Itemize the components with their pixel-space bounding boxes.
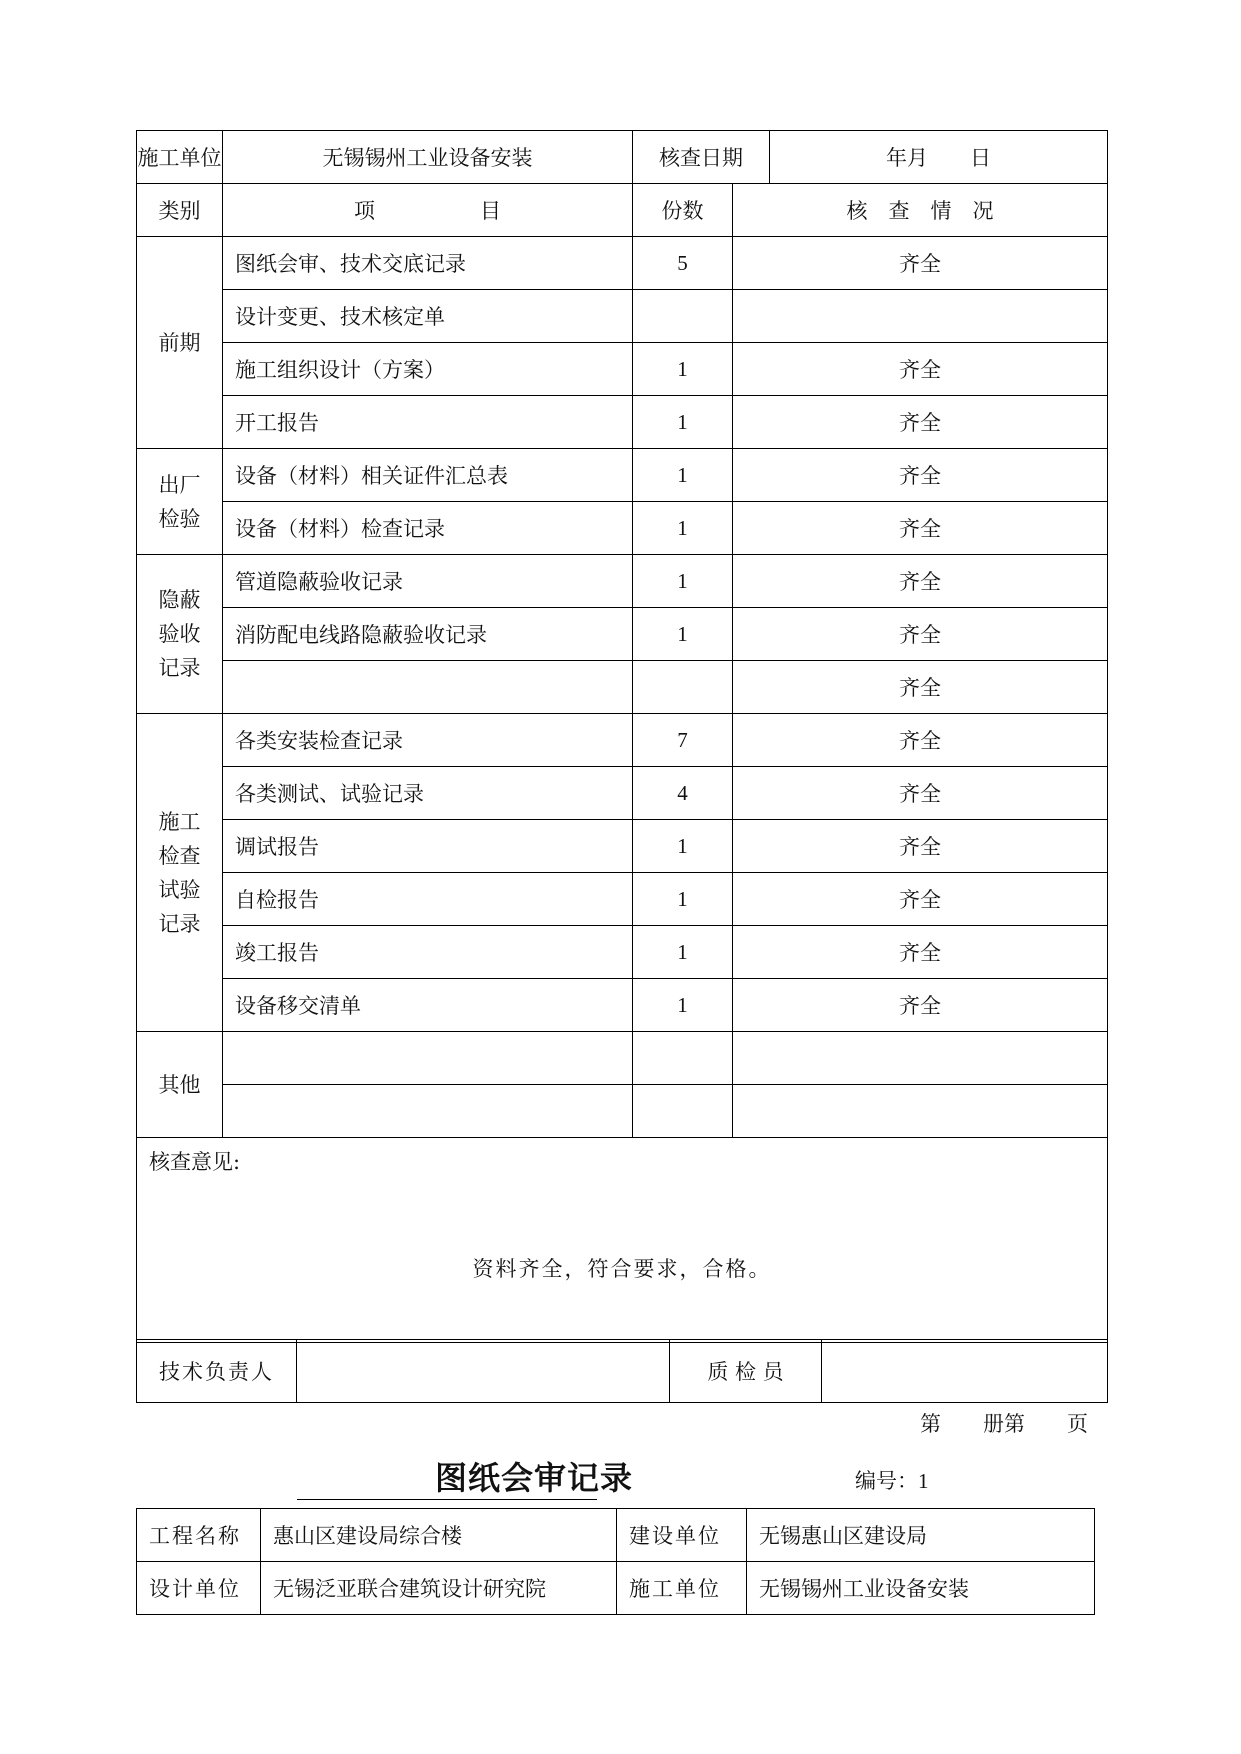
item-cell: 竣工报告: [223, 926, 633, 979]
count-cell: 4: [633, 767, 733, 820]
status-cell: [733, 290, 1108, 343]
table-row: [137, 714, 1108, 767]
table-row: [137, 873, 1108, 926]
count-cell: 1: [633, 555, 733, 608]
opinion-text: 资料齐全，符合要求，合格。: [472, 1257, 772, 1281]
item-cell: 调试报告: [223, 820, 633, 873]
count-cell: [633, 290, 733, 343]
category-label: 施工检查试验记录: [158, 809, 201, 936]
doc-title: 图纸会审记录: [435, 1459, 634, 1497]
status-cell: 齐全: [733, 343, 1108, 396]
design-label: 设计单位: [137, 1562, 261, 1615]
count-cell: 1: [633, 820, 733, 873]
doc-number-label: 编号：: [855, 1469, 918, 1493]
status-cell: 齐全: [733, 661, 1108, 714]
column-header-row: [137, 184, 1108, 237]
count-cell: 1: [633, 343, 733, 396]
table-row: [137, 820, 1108, 873]
item-cell: 管道隐蔽验收记录: [223, 555, 633, 608]
status-cell: 齐全: [733, 714, 1108, 767]
table-row: [137, 767, 1108, 820]
review-info-table: [136, 1508, 1095, 1615]
volume-page-line: 第 册第 页: [920, 1412, 1088, 1436]
status-cell: 齐全: [733, 396, 1108, 449]
count-cell: 7: [633, 714, 733, 767]
table-row: [137, 237, 1108, 290]
table-row: [137, 396, 1108, 449]
status-cell: 齐全: [733, 237, 1108, 290]
item-cell: [223, 661, 633, 714]
count-cell: 1: [633, 502, 733, 555]
status-cell: 齐全: [733, 873, 1108, 926]
tech-lead-label: 技术负责人: [137, 1340, 297, 1403]
table-row: [137, 1032, 1108, 1085]
count-cell: 1: [633, 396, 733, 449]
owner-value: 无锡惠山区建设局: [747, 1509, 1095, 1562]
inspection-table: [136, 130, 1108, 1343]
item-cell: [223, 1032, 633, 1085]
col-count: 份数: [633, 184, 733, 237]
date-value: [770, 131, 1108, 184]
project-value: 惠山区建设局综合楼: [261, 1509, 617, 1562]
doc-number-value: 1: [918, 1469, 929, 1493]
item-cell: 设备（材料）相关证件汇总表: [223, 449, 633, 502]
item-cell: 图纸会审、技术交底记录: [223, 237, 633, 290]
table-row: [137, 343, 1108, 396]
count-cell: [633, 1085, 733, 1138]
category-label: 隐蔽验收记录: [158, 588, 201, 680]
table-row: [137, 555, 1108, 608]
category-cell: [137, 237, 223, 449]
opinion-label: 核查意见:: [149, 1150, 241, 1174]
count-cell: 1: [633, 926, 733, 979]
opinion-cell: [137, 1138, 1108, 1343]
table-row: [137, 661, 1108, 714]
item-cell: 自检报告: [223, 873, 633, 926]
status-cell: 齐全: [733, 979, 1108, 1032]
status-cell: [733, 1032, 1108, 1085]
tech-lead-signature: [297, 1340, 670, 1403]
unit-label: 施工单位: [137, 131, 223, 184]
item-cell: 设计变更、技术核定单: [223, 290, 633, 343]
status-cell: 齐全: [733, 555, 1108, 608]
item-cell: 各类测试、试验记录: [223, 767, 633, 820]
status-cell: 齐全: [733, 608, 1108, 661]
count-cell: 1: [633, 449, 733, 502]
status-cell: 齐全: [733, 767, 1108, 820]
date-label: 核查日期: [633, 131, 770, 184]
inspector-label-text: 质 检 员: [707, 1360, 784, 1384]
title-underline: [297, 1499, 597, 1500]
table-row: [137, 449, 1108, 502]
signature-table: [136, 1339, 1108, 1403]
table-row: [137, 926, 1108, 979]
date-value-text: 年月 日: [886, 146, 991, 170]
status-cell: 齐全: [733, 449, 1108, 502]
design-value: 无锡泛亚联合建筑设计研究院: [261, 1562, 617, 1615]
owner-label: 建设单位: [617, 1509, 747, 1562]
item-cell: 设备移交清单: [223, 979, 633, 1032]
unit-value: 无锡锡州工业设备安装: [223, 131, 633, 184]
category-label: 前期: [158, 330, 201, 355]
table-row: [137, 290, 1108, 343]
item-cell: 各类安装检查记录: [223, 714, 633, 767]
table-row: [137, 979, 1108, 1032]
item-cell: 消防配电线路隐蔽验收记录: [223, 608, 633, 661]
category-cell: [137, 714, 223, 1032]
info-row: [137, 1509, 1095, 1562]
status-cell: [733, 1085, 1108, 1138]
category-cell: [137, 1032, 223, 1138]
count-cell: [633, 661, 733, 714]
item-cell: 设备（材料）检查记录: [223, 502, 633, 555]
col-status: [733, 184, 1108, 237]
inspector-signature: [822, 1340, 1108, 1403]
status-cell: 齐全: [733, 502, 1108, 555]
item-cell: 施工组织设计（方案）: [223, 343, 633, 396]
category-label: 出厂检验: [158, 472, 201, 531]
status-cell: 齐全: [733, 926, 1108, 979]
builder-value: 无锡锡州工业设备安装: [747, 1562, 1095, 1615]
unit-row: [137, 131, 1108, 184]
count-cell: [633, 1032, 733, 1085]
project-label: 工程名称: [137, 1509, 261, 1562]
category-cell: [137, 555, 223, 714]
count-cell: 1: [633, 979, 733, 1032]
inspector-label: [670, 1340, 822, 1403]
col-item-text: 项 目: [354, 199, 501, 223]
signature-row: [137, 1340, 1108, 1403]
category-label: 其他: [158, 1072, 201, 1097]
table-row: [137, 608, 1108, 661]
doc-number: [855, 1465, 929, 1495]
col-category: 类别: [137, 184, 223, 237]
builder-label: 施工单位: [617, 1562, 747, 1615]
status-cell: 齐全: [733, 820, 1108, 873]
info-row: [137, 1562, 1095, 1615]
count-cell: 1: [633, 608, 733, 661]
opinion-row: [137, 1138, 1108, 1343]
col-item: [223, 184, 633, 237]
col-status-text: 核 查 情 况: [846, 199, 994, 223]
table-row: [137, 502, 1108, 555]
category-cell: [137, 449, 223, 555]
item-cell: 开工报告: [223, 396, 633, 449]
table-row: [137, 1085, 1108, 1138]
item-cell: [223, 1085, 633, 1138]
count-cell: 1: [633, 873, 733, 926]
count-cell: 5: [633, 237, 733, 290]
